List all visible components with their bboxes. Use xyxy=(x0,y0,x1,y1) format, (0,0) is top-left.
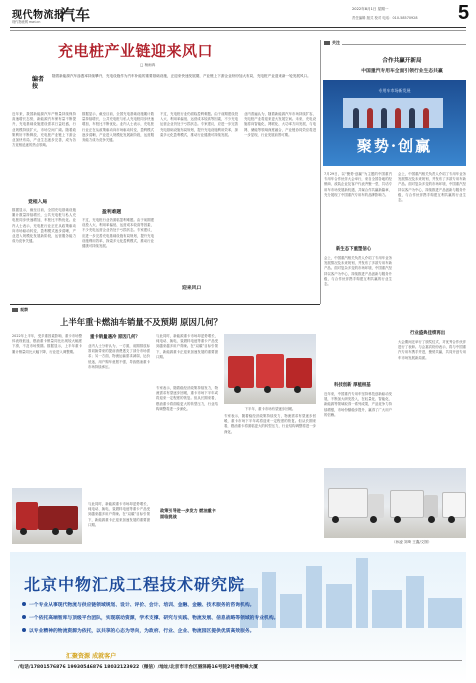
wheel-shape xyxy=(294,386,301,393)
wheel-shape xyxy=(234,386,241,393)
event-stage xyxy=(343,98,443,128)
truck-cab-shape xyxy=(286,358,312,388)
truck-shape xyxy=(442,492,466,518)
truck-shape xyxy=(328,488,368,518)
side-article-subheadline: 中国重汽专用车全面引领行业生态共赢 xyxy=(361,69,443,74)
truck-cab-shape xyxy=(424,495,438,518)
ad-contact: /电话/17801576876 19930546876 18032123922（微信）/地址/北京市丰台区丽泽路16号院2号楼银峰大厦 xyxy=(18,665,258,670)
ad-bullet xyxy=(22,614,278,621)
main-subhead-1: 竞相入局 xyxy=(28,200,48,205)
wheel-shape xyxy=(394,516,401,523)
bullet-dot-icon xyxy=(22,602,26,606)
side-subhead-2: 科技创新 厚植根基 xyxy=(334,383,371,388)
wheel-shape xyxy=(448,516,455,523)
second-col-2: 业内人士分析认为，一方面，前期排放标准切换带来的提前消费透支了部分市场需求；另一方面，物流运输需求减弱，运价低迷，用户购车意愿不强，导致燃油重卡市场持续承压。 xyxy=(88,344,150,369)
ad-bullet xyxy=(22,627,254,634)
second-article-tag xyxy=(12,307,28,313)
main-article-title: 充电桩产业链迎来风口 xyxy=(58,42,214,60)
page-number: 5 xyxy=(458,2,470,24)
side-subhead-3: 行业盛典佳绩再出 xyxy=(410,331,446,336)
building-shape xyxy=(306,566,322,628)
ad-bullet-text: 一个专业从事现代物流与供应链领域规划、设计、评价、会计、培训、金融、金融、技术服务的咨询机构。 xyxy=(29,603,255,608)
ad-bullet xyxy=(22,601,254,608)
main-subhead-2: 盈利难题 xyxy=(102,210,122,215)
main-col-1b: 数据显示，截至目前，全国充电基础设施累计数量持续增长，公共充电桩与私人充电桩同步快速增加，车桩比不断优化。业内人士表示，充电桩行业正在从政策驱动向市场驱动转变，盈利模式逐步清晰，产业进入规模化发展新阶段，运营服务能力成为竞争关键。 xyxy=(12,208,76,244)
side-col-1: 7月29日，以“聚势·创赢”为主题的中国重汽专用车合作伙伴大会举行，来自全国各地的经销商、改装企业及客户代表齐聚一堂，共话专用车市场发展新机遇，共谋合作共赢新篇章，充分展现了中国重汽专用车的品牌影响力。 xyxy=(324,172,392,197)
main-col-4: 业内普遍认为，随着新能源汽车市场持续扩容，充电桩产业将迎来更大发展空间。未来，充电设施将向智能化、网联化、大功率方向发展，与电网、储能等领域深度融合，产业链协同效应将进一步显现，行业发展前景可期。 xyxy=(244,112,316,137)
wheel-shape xyxy=(264,386,271,393)
second-col-2b: 与此同时，新能源重卡市场却逆势增长，纯电动、换电、氢燃料电池等重卡产品受到越来越多用户青睐。在“双碳”目标引领下，新能源重卡正迎来加速发展的重要窗口期。 xyxy=(88,502,150,527)
person-figure xyxy=(353,108,359,128)
side-col-2: 会上，中国重汽相关负责人介绍了专用车业务发展情况及未来规划，并发布了多款专用车新产品。面对复杂多变的市场环境，中国重汽坚持以客户为中心，持续推进产品创新与服务升级，与合作伙伴携手构建互利共赢的行业生态。 xyxy=(398,172,466,203)
person-figure xyxy=(423,108,429,128)
truck-cab-shape xyxy=(368,494,384,518)
wheel-shape xyxy=(20,528,27,535)
side-col-2b: 大会期间还举行了颁奖仪式，对优秀合作伙伴进行了表彰。与会嘉宾纷纷表示，将与中国重汽专用车携手并进，聚势共赢，共同开创专用车市场发展新局面。 xyxy=(398,340,466,360)
editor-line: 责任编辑 版式 校对 电话：010-58570928 xyxy=(352,16,418,20)
second-col-3: 与此同时，新能源重卡市场却逆势增长，纯电动、换电、氢燃料电池等重卡产品受到越来越多用户青睐。在“双碳”目标引领下，新能源重卡正迎来加速发展的重要窗口期。 xyxy=(156,334,218,359)
ad-slogan: 汇聚资源 成就客户 xyxy=(66,653,117,660)
newspaper-logo: 现代物流报 xyxy=(12,10,65,21)
tag-marker-icon xyxy=(324,41,330,45)
person-figure xyxy=(367,108,373,128)
second-col-1: 2022年上半年，受多重因素影响，重卡市场整体表现低迷，燃油重卡销量同比出现较大幅度下滑，不及市场预期。数据显示，上半年重卡累计销量同比大幅下降，行业进入调整期。 xyxy=(12,334,82,354)
truck-shape xyxy=(390,490,424,518)
truck-cab-shape xyxy=(228,356,254,388)
person-figure xyxy=(409,108,415,128)
column-divider xyxy=(320,40,321,304)
tag-marker-icon xyxy=(12,308,18,312)
section-name: 汽车 xyxy=(60,6,91,24)
building-shape xyxy=(356,558,368,628)
wheel-shape xyxy=(52,528,59,535)
building-shape xyxy=(372,590,402,628)
header-rule xyxy=(10,27,466,28)
wheel-shape xyxy=(66,528,73,535)
event-banner-title: 聚势·创赢 xyxy=(356,137,433,155)
ad-contact-rule xyxy=(14,660,462,661)
side-article-author: （孙凌 刘琦 王鑫/文图） xyxy=(392,540,432,544)
second-col-3b: 专家表示，随着稳经济政策持续发力，物流需求有望逐步回暖，重卡市场下半年或将迎来一定程度的恢复。但从长期来看，燃油重卡将面临更大的转型压力，行业结构调整将进一步深化。 xyxy=(156,386,218,411)
section-rule xyxy=(10,304,320,305)
building-shape xyxy=(428,598,462,628)
main-col-2: 数据显示，截至目前，全国充电基础设施累计数量持续增长，公共充电桩与私人充电桩同步快速增加，车桩比不断优化。业内人士表示，充电桩行业正在从政策驱动向市场驱动转变，盈利模式逐步清晰，产业进入规模化发展新阶段，运营服务能力成为竞争关键。 xyxy=(82,112,154,143)
main-col-1: 近年来，我国新能源汽车产销量持续保持高速增长态势，新能源汽车保有量不断提升，充电基础设施建设需求日益旺盛，行业规模持续扩大，市场空间广阔。随着政策利好不断释放，充电桩产业链上下游企业加快布局，产业生态逐步完善，成为各方竞相追逐的热点领域。 xyxy=(12,112,76,148)
wheel-shape xyxy=(370,516,377,523)
second-col-4: 专家表示，随着稳经济政策持续发力，物流需求有望逐步回暖，重卡市场下半年或将迎来一定程度的恢复。但从长期来看，燃油重卡将面临更大的转型压力，行业结构调整将进一步深化。 xyxy=(224,414,316,434)
second-article-tag-text: 观察 xyxy=(20,307,28,312)
side-col-1b: 会上，中国重汽相关负责人介绍了专用车业务发展情况及未来规划，并发布了多款专用车新产品。面对复杂多变的市场环境，中国重汽坚持以客户为中心，持续推进产品创新与服务升级，与合作伙伴携手构建互利共赢的行业生态。 xyxy=(324,256,392,287)
building-shape xyxy=(280,594,302,628)
bullet-dot-icon xyxy=(22,615,26,619)
truck-shape xyxy=(38,506,78,530)
side-article-header xyxy=(342,56,462,74)
side-article-headline: 合作共赢开新局 xyxy=(382,58,422,64)
second-subhead-2: 政策引导进一步发力 燃油重卡面临挑战 xyxy=(160,508,216,519)
red-truck-photo xyxy=(12,488,82,544)
building-shape xyxy=(406,576,424,628)
main-col-2b: 不过，充电桩行业仍面临盈利难题。由于前期建设投入大、利用率偏低、运营成本较高等因素，不少充电运营企业仍处于亏损状态。专家建议，应进一步完善充电基础设施布局规划，提升充电设施利用效率，探索多元化盈利模式，推动行业健康可持续发展。 xyxy=(82,218,154,249)
editor-note-text: 随着新能源汽车渗透率持续攀升，充电设施作为汽车补能的重要基础设施，正迎来快速发展期，产业链上下游企业纷纷加大布局，充电桩产业迎来新一轮发展风口。 xyxy=(52,74,311,78)
heavy-trucks-photo xyxy=(224,334,316,404)
person-figure xyxy=(395,108,401,128)
second-article-title: 上半年重卡燃油车销量不及预期 原因几何？ xyxy=(60,317,223,327)
ad-bullet-text: 一个依托高端智库与顶级平台团队，实现联动资源，学术支撑、研究与实践、物流发展、信息战略等领域的专业机构。 xyxy=(29,616,279,621)
issue-date: 2022年8月1日 星期一 xyxy=(352,7,389,11)
editor-note-label: 编者按 xyxy=(32,76,45,90)
header-rule-thin xyxy=(10,30,466,31)
truck-photo-caption: 下半年，重卡市场有望逐步回暖。 xyxy=(244,407,296,411)
side-article-tag xyxy=(324,40,340,46)
truck-fleet-photo xyxy=(324,468,466,538)
newspaper-logo-sub: 现代物流网 mwi.cn xyxy=(12,20,41,24)
event-photo xyxy=(323,80,466,166)
event-banner-small: 专用车市场新发展 xyxy=(378,88,411,93)
second-subhead-1: 重卡销量遇冷 原因几何？ xyxy=(90,335,140,340)
main-subhead-3: 迎来风口 xyxy=(182,286,202,291)
side-subhead-1: 新生态下重塑信心 xyxy=(336,247,372,252)
side-col-1c: 近年来，中国重汽专用车坚持科技创新驱动发展，不断加大研发投入，在轻量化、智能化、新能源等领域取得一系列成果，产品竞争力持续增强，市场份额稳步提升，赢得了广大用户的信赖。 xyxy=(324,392,392,417)
truck-cab-shape xyxy=(256,354,284,388)
ad-title: 北京中物汇成工程技术研究院 xyxy=(24,575,246,594)
wheel-shape xyxy=(428,516,435,523)
ad-bullet-text: 以专业精神的物流资源为依托，以共享的心态为导向，为政府、行业、企业、物流园区提供优质高效服务。 xyxy=(29,629,255,634)
bullet-dot-icon xyxy=(22,628,26,632)
main-col-3: 不过，充电桩行业仍面临盈利难题。由于前期建设投入大、利用率偏低、运营成本较高等因素，不少充电运营企业仍处于亏损状态。专家建议，应进一步完善充电基础设施布局规划，提升充电设施利用效率，探索多元化盈利模式，推动行业健康可持续发展。 xyxy=(160,112,238,137)
building-shape xyxy=(326,584,352,628)
side-article-tag-text: 关注 xyxy=(332,40,340,45)
main-article-byline: □ 杨雨冉 xyxy=(140,63,156,67)
wheel-shape xyxy=(332,516,339,523)
truck-cab-shape xyxy=(16,502,38,530)
side-tag-rule xyxy=(342,44,466,45)
person-figure xyxy=(381,108,387,128)
